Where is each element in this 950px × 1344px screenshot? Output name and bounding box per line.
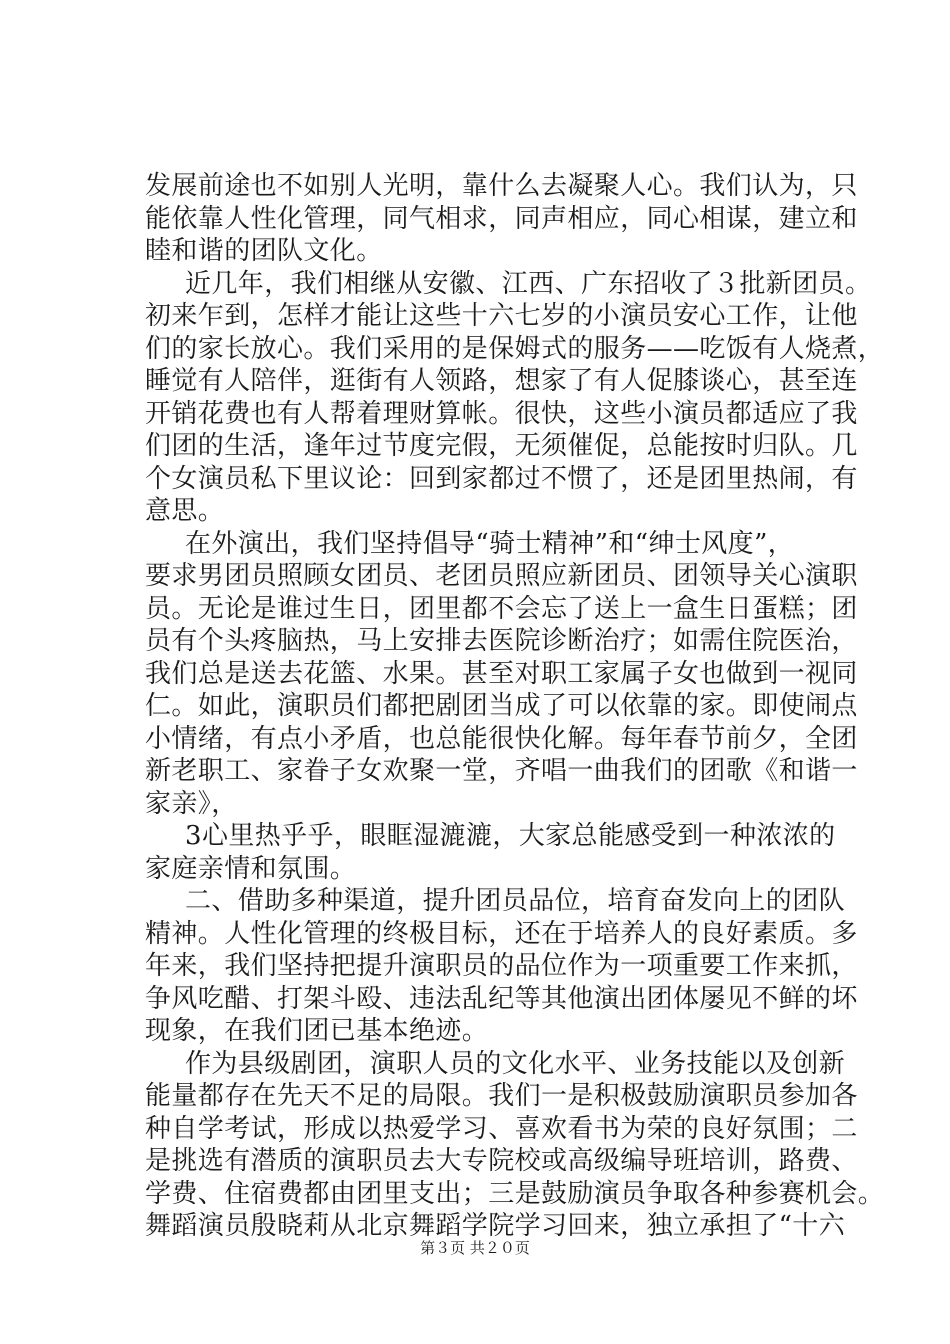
text-line: 睦和谐的团队文化。 (145, 236, 383, 266)
text-line: 员。无论是谁过生日，团里都不会忘了送上一盒生日蛋糕；团 (145, 593, 858, 624)
text-line: 是挑选有潜质的演职员去大专院校或高级编导班培训，路费、 (145, 1146, 858, 1176)
text-line: 能量都存在先天不足的局限。我们一是积极鼓励演职员参加各 (145, 1081, 858, 1111)
text-line: 意思。 (145, 496, 225, 526)
text-line: 舞蹈演员殷晓莉从北京舞蹈学院学习回来，独立承担了“十六 (145, 1211, 846, 1241)
text-line: 在外演出，我们坚持倡导“骑士精神”和“绅士风度”， (185, 528, 795, 559)
text-line: 员有个头疼脑热，马上安排去医院诊断治疗；如需住院医治， (145, 626, 858, 656)
text-line: 家庭亲情和氛围。 (145, 853, 357, 884)
text-line: 争风吃醋、打架斗殴、违法乱纪等其他演出团体屡见不鲜的坏 (145, 983, 858, 1014)
text-line: 睡觉有人陪伴，逛街有人领路，想家了有人促膝谈心，甚至连 (145, 366, 858, 396)
text-line: 新老职工、家眷子女欢聚一堂，齐唱一曲我们的团歌《和谐一 (145, 756, 858, 786)
document-body (145, 170, 885, 1243)
text-line: 我们总是送去花篮、水果。甚至对职工家属子女也做到一视同 (145, 658, 858, 689)
text-line: 个女演员私下里议论：回到家都过不惯了，还是团里热闹，有 (145, 463, 858, 494)
text-line: 学费、住宿费都由团里支出；三是鼓励演员争取各种参赛机会。 (145, 1178, 885, 1209)
text-line: 初来乍到，怎样才能让这些十六七岁的小演员安心工作，让他 (145, 301, 858, 331)
text-line: 能依靠人性化管理，同气相求，同声相应，同心相谋，建立和 (145, 203, 858, 234)
text-line: 年来，我们坚持把提升演职员的品位作为一项重要工作来抓， (145, 951, 858, 981)
text-line: 作为县级剧团，演职人员的文化水平、业务技能以及创新 (185, 1048, 846, 1079)
text-line: 要求男团员照顾女团员、老团员照应新团员、团领导关心演职 (145, 561, 858, 591)
text-line: 小情绪，有点小矛盾，也总能很快化解。每年春节前夕，全团 (145, 723, 858, 754)
page-footer: 第３页 共２０页 (420, 1239, 530, 1257)
text-line: 种自学考试，形成以热爱学习、喜欢看书为荣的良好氛围；二 (145, 1113, 858, 1144)
text-line: 开销花费也有人帮着理财算帐。很快，这些小演员都适应了我 (145, 398, 858, 429)
text-line: 们团的生活，逢年过节度完假，无须催促，总能按时归队。几 (145, 431, 858, 461)
text-line: 仁。如此，演职员们都把剧团当成了可以依靠的家。即使闹点 (145, 691, 858, 721)
text-line: 家亲》， (145, 788, 238, 819)
text-line: 3心里热乎乎，眼眶湿漉漉，大家总能感受到一种浓浓的 (185, 821, 836, 851)
text-line: 精神。人性化管理的终极目标，还在于培养人的良好素质。多 (145, 918, 858, 949)
text-line: 们的家长放心。我们采用的是保姆式的服务——吃饭有人烧煮， (145, 333, 885, 364)
text-line: 发展前途也不如别人光明，靠什么去凝聚人心。我们认为，只 (145, 171, 858, 201)
text-line: 现象，在我们团已基本绝迹。 (145, 1016, 489, 1046)
text-line: 近几年，我们相继从安徽、江西、广东招收了３批新团员。 (185, 268, 872, 299)
text-line: 二、借助多种渠道，提升团员品位，培育奋发向上的团队 (185, 886, 846, 916)
